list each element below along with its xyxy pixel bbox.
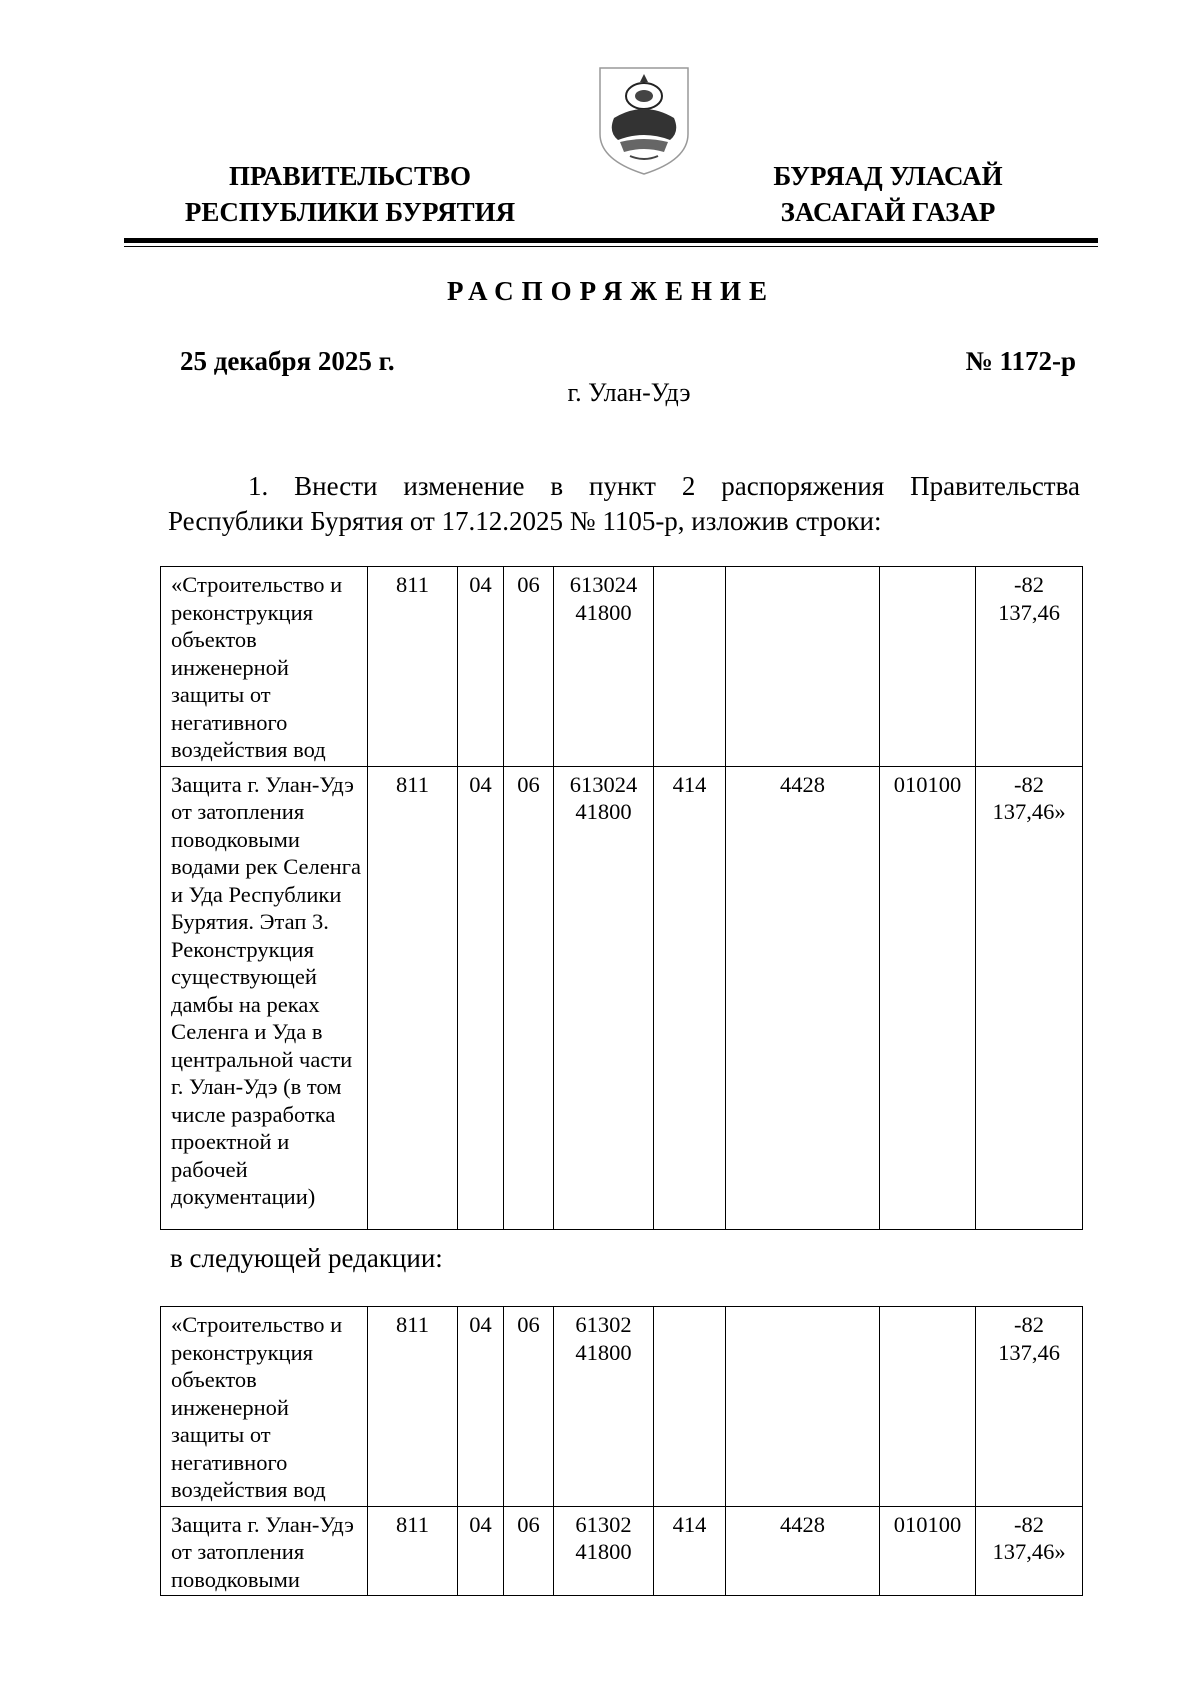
row-code-5: [654, 1307, 726, 1507]
table-row: [161, 1506, 1083, 1596]
row-code-5: [654, 567, 726, 767]
row-amount: -82 137,46»: [976, 1506, 1083, 1596]
row-code-7: 010100: [880, 1506, 976, 1596]
row-code-7: [880, 567, 976, 767]
table-row: [161, 567, 1083, 767]
row-code-7: 010100: [880, 766, 976, 1229]
issuer-name-bua: [738, 158, 1038, 230]
row-code-1: 811: [368, 766, 458, 1229]
document-date: 25 декабря 2025 г.: [180, 346, 395, 376]
document-city: г. Улан-Удэ: [567, 378, 691, 407]
row-code-4: 61302 41800: [554, 1506, 654, 1596]
row-amount: -82 137,46: [976, 1307, 1083, 1507]
paragraph-1: 1. Внести изменение в пункт 2 распоряжения Правительства Республики Бурятия от 17.12.2025 № 1105-р, изложив строки:: [168, 471, 1080, 536]
table-row: [161, 766, 1083, 1229]
transition-text: в следующей редакции:: [170, 1243, 443, 1273]
issuer-name-ru: [165, 158, 535, 230]
row-name: Защита г. Улан-Удэ от затопления поводковыми: [161, 1506, 368, 1596]
row-name: «Строительство и реконструкция объектов инженерной защиты от негативного воздействия вод: [161, 1307, 368, 1507]
row-code-6: [726, 1307, 880, 1507]
issuer-ru-line1: ПРАВИТЕЛЬСТВО: [228, 161, 472, 191]
row-code-1: 811: [368, 567, 458, 767]
row-code-4: 613024 41800: [554, 766, 654, 1229]
row-code-4: 613024 41800: [554, 567, 654, 767]
row-code-5: 414: [654, 766, 726, 1229]
row-code-2: 04: [458, 567, 504, 767]
document-type: РАСПОРЯЖЕНИЕ: [446, 276, 776, 306]
row-amount: -82 137,46: [976, 567, 1083, 767]
row-code-1: 811: [368, 1307, 458, 1507]
row-code-3: 06: [504, 1307, 554, 1507]
row-code-3: 06: [504, 766, 554, 1229]
row-amount: -82 137,46»: [976, 766, 1083, 1229]
row-code-2: 04: [458, 766, 504, 1229]
table-row: [161, 1307, 1083, 1507]
row-code-6: [726, 567, 880, 767]
row-name: «Строительство и реконструкция объектов инженерной защиты от негативного воздействия вод: [161, 567, 368, 767]
coat-of-arms-emblem-icon: [594, 60, 694, 180]
row-code-7: [880, 1307, 976, 1507]
document-number: № 1172-р: [965, 346, 1076, 376]
row-code-3: 06: [504, 567, 554, 767]
row-code-6: 4428: [726, 766, 880, 1229]
issuer-ru-line2: РЕСПУБЛИКИ БУРЯТИЯ: [184, 197, 516, 227]
header-divider-thin: [124, 246, 1098, 247]
old-rows-table: [160, 566, 1083, 1230]
row-code-2: 04: [458, 1307, 504, 1507]
issuer-bua-line1: БУРЯАД УЛАСАЙ: [773, 161, 1003, 191]
row-code-6: 4428: [726, 1506, 880, 1596]
row-code-2: 04: [458, 1506, 504, 1596]
row-code-1: 811: [368, 1506, 458, 1596]
row-code-5: 414: [654, 1506, 726, 1596]
row-name: Защита г. Улан-Удэ от затопления поводковыми водами рек Селенга и Уда Республики Бурятия. Этап 3. Реконструкция существующей дамбы на реках Селенга и Уда в центральной части г. Улан-Удэ (в том числе разработка проектной и рабочей документации): [161, 766, 368, 1229]
row-code-4: 61302 41800: [554, 1307, 654, 1507]
row-code-3: 06: [504, 1506, 554, 1596]
header-divider-thick: [124, 238, 1098, 243]
issuer-bua-line2: ЗАСАГАЙ ГАЗАР: [780, 197, 996, 227]
new-rows-table: [160, 1306, 1083, 1596]
